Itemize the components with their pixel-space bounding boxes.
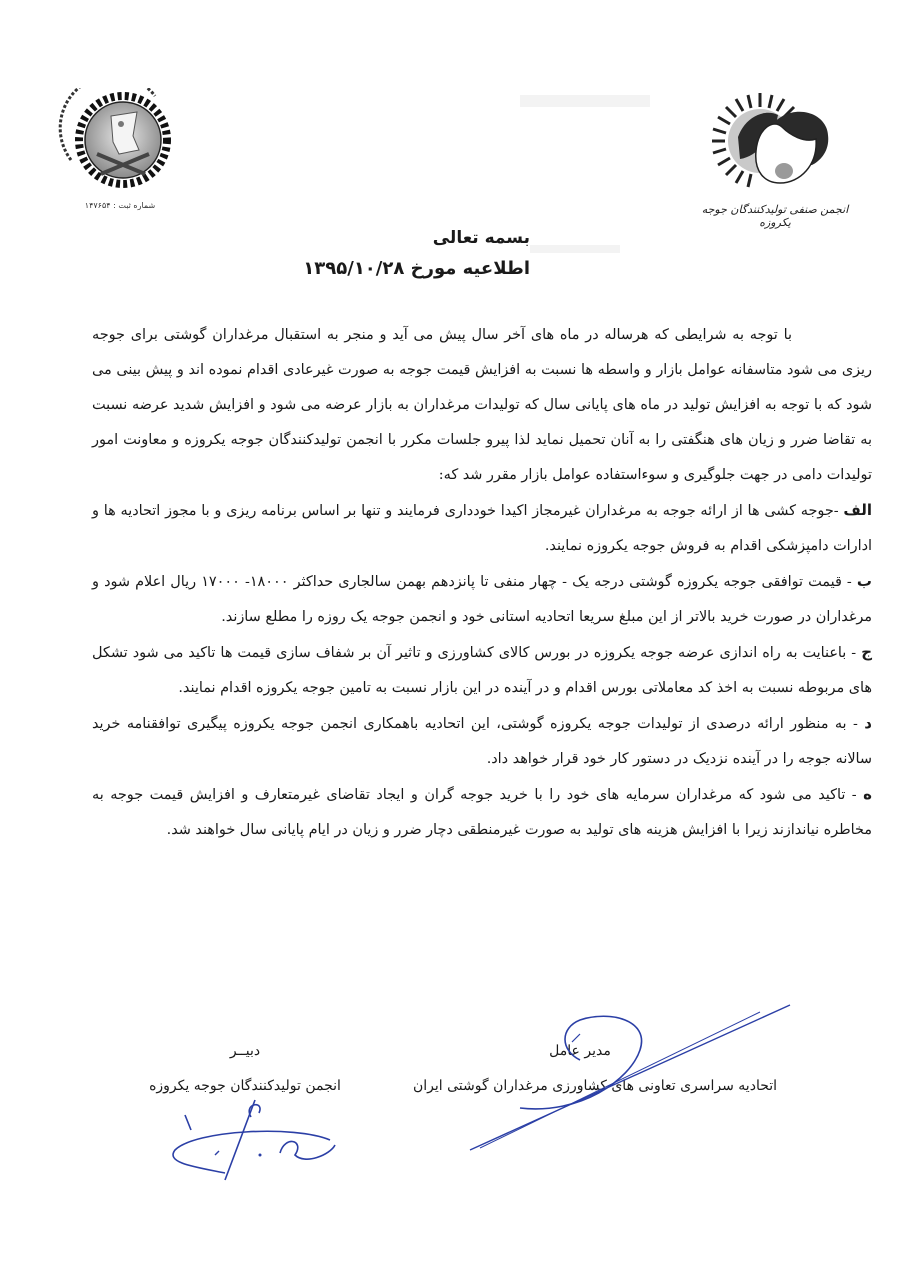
- scan-artifact: [520, 95, 650, 107]
- resolution-item: [92, 493, 872, 564]
- chick-producers-association-logo-icon: [700, 85, 850, 200]
- invocation-heading: بسمه تعالی: [432, 228, 530, 248]
- resolution-item: [92, 706, 872, 777]
- resolution-item: [92, 564, 872, 635]
- association-organization-name: انجمن تولیدکنندگان جوجه یکروزه: [149, 1078, 341, 1094]
- item-text: - به منظور ارائه درصدی از تولیدات جوجه یکروزه گوشتی، این اتحادیه باهمکاری انجمن جوجه یکروزه پیگیری توافقنامه خرید سالانه جوجه را در آینده نزدیک در دستور کار خود قرار خواهد داد.: [92, 716, 872, 767]
- resolution-item: [92, 777, 872, 848]
- right-logo: [700, 85, 850, 229]
- item-label: ج: [861, 643, 872, 661]
- resolution-item: [92, 635, 872, 706]
- cooperative-union-logo-icon: [55, 88, 185, 200]
- scan-artifact: [530, 245, 620, 253]
- announcement-body: [92, 318, 872, 848]
- item-label: د: [864, 714, 872, 732]
- left-logo: [55, 88, 185, 213]
- item-label: ب: [856, 572, 872, 590]
- item-label: الف: [843, 501, 872, 519]
- announcement-title: اطلاعیه مورخ ۱۳۹۵/۱۰/۲۸: [303, 258, 530, 279]
- union-organization-name: اتحادیه سراسری تعاونی های کشاورزی مرغداران گوشتی ایران: [412, 1078, 778, 1094]
- intro-paragraph: با توجه به شرایطی که هرساله در ماه های آخر سال پیش می آید و منجر به استقبال مرغداران گوشتی برای جوجه ریزی می شود متاسفانه عوامل بازار و واسطه ها نسبت به افزایش قیمت جوجه به صورت غیرعادی اقدام نموده اند و پیش بینی می شود که با توجه به افزایش تولید در ماه های پایانی سال که تولیدات مرغداران به بازار عرضه می شود و افزایش شدید عرضه نسبت به تقاضا ضرر و زیان های هنگفتی را به آنان تحمیل نماید لذا پیرو جلسات مکرر با انجمن تولیدکنندگان جوجه یکروزه و معاونت امور تولیدات دامی در جهت جلوگیری و سوءاستفاده عوامل بازار مقرر شد که:: [92, 327, 872, 483]
- right-logo-caption: انجمن صنفی تولیدکنندگان جوجه یکروزه: [701, 203, 849, 229]
- item-text: - تاکید می شود که مرغداران سرمایه های خود را با خرید جوجه گران و ایجاد تقاضای غیرمتعارف و افزایش قیمت جوجه به مخاطره نیاندازند زیرا با افزایش هزینه های تولید به صورت غیرمنطقی دچار ضرر و زیان در ایام پایانی سال خواهند شد.: [92, 787, 872, 838]
- item-label: ه: [863, 785, 872, 803]
- ceo-title: مدیر عامل: [549, 1043, 611, 1059]
- item-text: - باعنایت به راه اندازی عرضه جوجه یکروزه در بورس کالای کشاورزی و تاثیر آن بر شفاف سازی قیمت ها تاکید می شود تشکل های مربوطه نسبت به اخذ کد معاملاتی بورس اقدام و در آینده در این بازار نسبت به تامین جوجه یکروزه اقدام نمایند.: [92, 645, 872, 696]
- item-text: - قیمت توافقی جوجه یکروزه گوشتی درجه یک - چهار منفی تا پانزدهم بهمن سالجاری حداکثر ۱۸۰۰۰- ۱۷۰۰۰ ریال اعلام شود و مرغداران در صورت خرید بالاتر از این مبلغ سریعا اتحادیه استانی خود و انجمن جوجه یک روزه را مطلع سازند.: [92, 574, 872, 625]
- ceo-signature: [460, 1000, 800, 1160]
- registration-number: شماره ثبت : ۱۴۷۶۵۴: [84, 201, 156, 210]
- item-text: -جوجه کشی ها از ارائه جوجه به مرغداران غیرمجاز اکیدا خودداری فرمایند و تنها بر اساس برنامه ریزی و با مجوز اتحادیه ها و ادارات دامپزشکی اقدام به فروش جوجه یکروزه نمایند.: [92, 503, 872, 554]
- secretary-signature: [155, 1095, 355, 1185]
- secretary-title: دبیــر: [229, 1043, 261, 1059]
